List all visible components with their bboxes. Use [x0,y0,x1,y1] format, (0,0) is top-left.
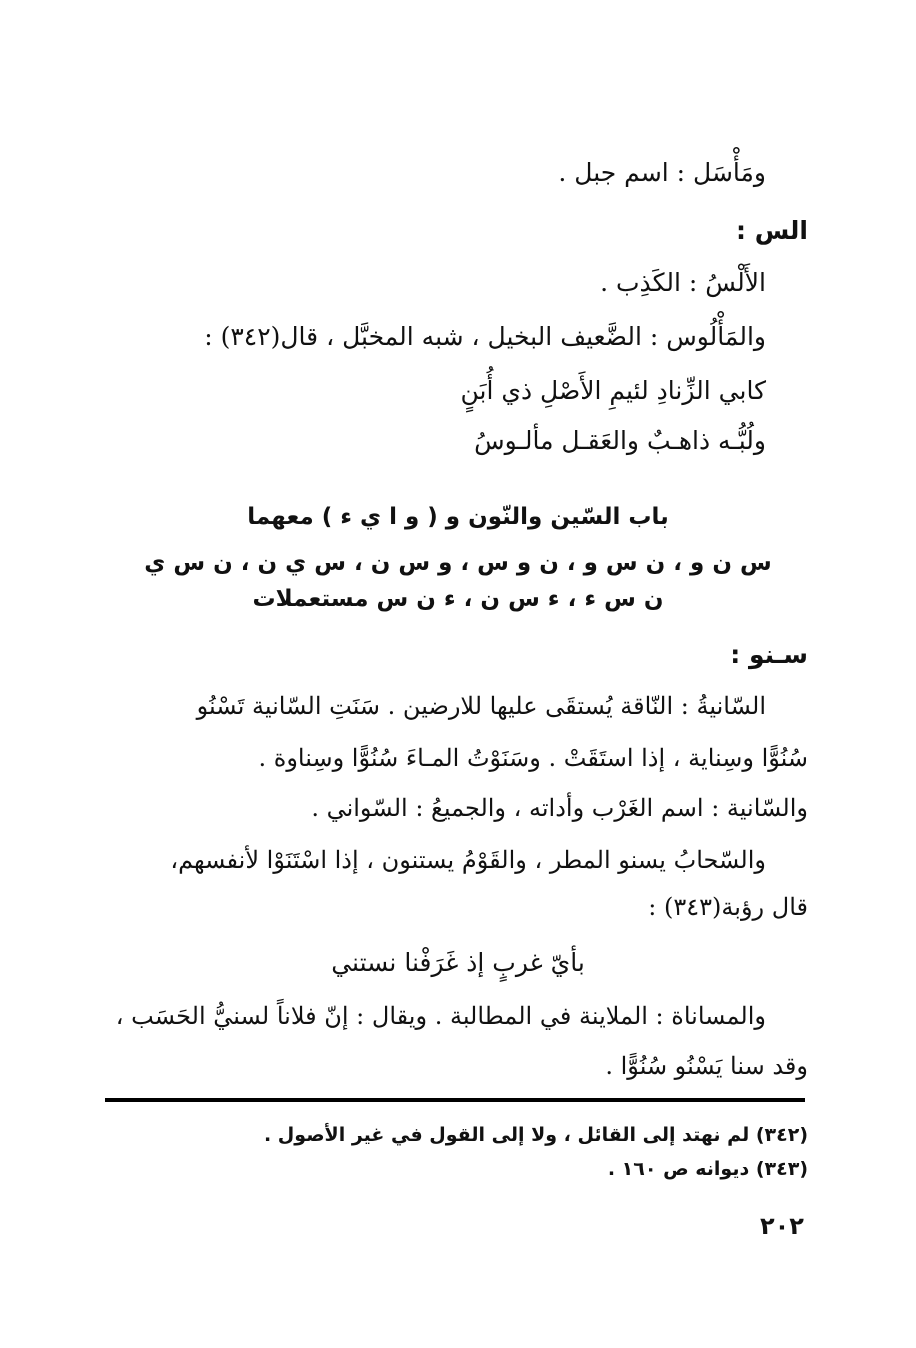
text-line: سُنُوًّا وسِناية ، إذا استَقَتْ . وسَنَوْتُ المـاءَ سُنُوًّا وسِناوة . [258,744,808,772]
footnote: (٣٤٣) ديوانه ص ١٦٠ . [607,1158,808,1180]
entry-heading: الس : [736,216,808,245]
page-number: ٢٠٢ [760,1212,804,1240]
verse-line: ولُبُّـه ذاهـبٌ والعَقـل مألـوسُ [474,426,766,455]
text-line: ومَأْسَل : اسم جبل . [558,158,766,187]
text-line: والمَأْلُوس : الضَّعيف البخيل ، شبه المخبَّل ، قال(٣٤٢) : [204,322,766,351]
text-line: والسّحابُ يسنو المطر ، والقَوْمُ يستنون ، إذا اسْتَنَوْا لأنفسهم، [170,846,766,874]
entry-heading: سـنو : [730,640,808,669]
verse-line: كابي الزِّنادِ لئيمِ الأَصْلِ ذي أُبَنٍ [460,376,766,405]
chapter-roots: ن س ء ، ء س ن ، ء ن س مستعملات [252,586,664,612]
chapter-roots: س ن و ، ن س و ، ن و س ، و س ن ، س ي ن ، ن س ي [144,550,772,576]
footnote-divider [105,1098,805,1102]
verse-line: بأيّ غربٍ إذ غَرَفْنا نستني [331,948,585,977]
footnote: (٣٤٢) لم نهتد إلى القائل ، ولا إلى القول في غير الأصول . [263,1124,808,1146]
text-line: قال رؤبة(٣٤٣) : [648,893,808,921]
text-line: الأَلْسُ : الكَذِب . [600,268,766,297]
text-line: والمساناة : الملاينة في المطالبة . ويقال : إنّ فلاناً لسنيُّ الحَسَب ، [115,1002,766,1030]
text-line: السّانيةُ : النّاقة يُستقَى عليها للارضين . سَنَتِ السّانية تَسْنُو [196,692,766,720]
text-line: والسّانية : اسم الغَرْب وأداته ، والجميعُ : السّواني . [311,794,808,822]
chapter-title: باب السّين والنّون و ( و ا ي ء ) معهما [247,504,669,530]
text-line: وقد سنا يَسْنُو سُنُوًّا . [605,1052,808,1080]
